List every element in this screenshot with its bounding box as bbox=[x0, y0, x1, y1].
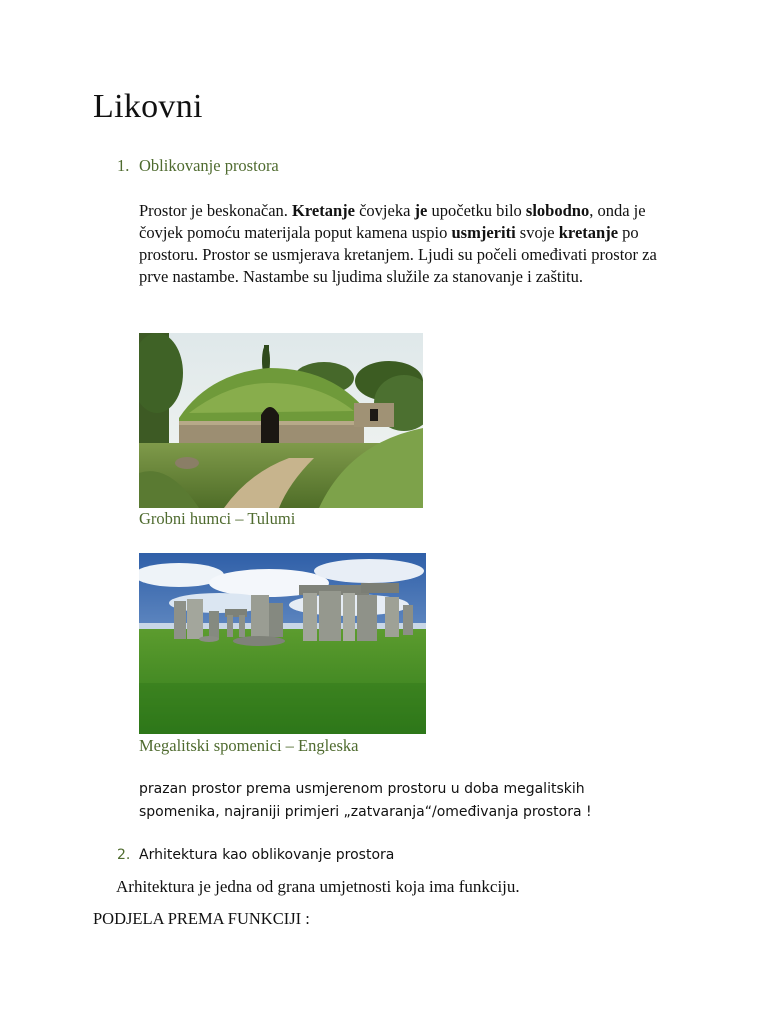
text-run: po prostoru. Prostor se usmjerava kretanjem. Ljudi su počeli omeđivati prostor za prve nastambe. Nastambe su ljudima služile za stanovanje i zaštitu. bbox=[139, 223, 657, 286]
bold-term: kretanje bbox=[558, 223, 619, 242]
section-heading-arhitektura: Arhitektura kao oblikovanje prostora bbox=[139, 847, 395, 863]
bold-term: slobodno bbox=[525, 201, 590, 220]
paragraph-prostor bbox=[139, 200, 679, 288]
text-run: svoje bbox=[515, 223, 559, 242]
text-run: čovjeka bbox=[354, 201, 415, 220]
document-title: Likovni bbox=[93, 88, 203, 125]
subheading-podjela: PODJELA PREMA FUNKCIJI : bbox=[93, 909, 310, 928]
list-number-2: 2. bbox=[117, 847, 131, 863]
stonehenge-photo bbox=[139, 553, 426, 734]
tumuli-photo bbox=[139, 333, 423, 508]
bold-term: Kretanje bbox=[292, 201, 355, 220]
text-run: Prostor je beskonačan. bbox=[139, 201, 293, 220]
paragraph-arhitektura: Arhitektura je jedna od grana umjetnosti koja ima funkciju. bbox=[116, 877, 520, 896]
bold-term: usmjeriti bbox=[451, 223, 516, 242]
text-run: upočetku bilo bbox=[427, 201, 526, 220]
paragraph-megalitski: prazan prostor prema usmjerenom prostoru u doba megalitskih spomenika, najraniji primjeri „zatvaranja“/omeđivanja prostora ! bbox=[139, 781, 592, 820]
caption-megaliths: Megalitski spomenici – Engleska bbox=[139, 736, 359, 755]
bold-term: je bbox=[414, 201, 428, 220]
section-heading-oblikovanje: Oblikovanje prostora bbox=[139, 156, 279, 175]
list-number-1: 1. bbox=[117, 156, 130, 175]
caption-tumuli: Grobni humci – Tulumi bbox=[139, 509, 296, 528]
text-run: , onda je čovjek pomoću materijala poput kamena uspio bbox=[139, 201, 646, 242]
